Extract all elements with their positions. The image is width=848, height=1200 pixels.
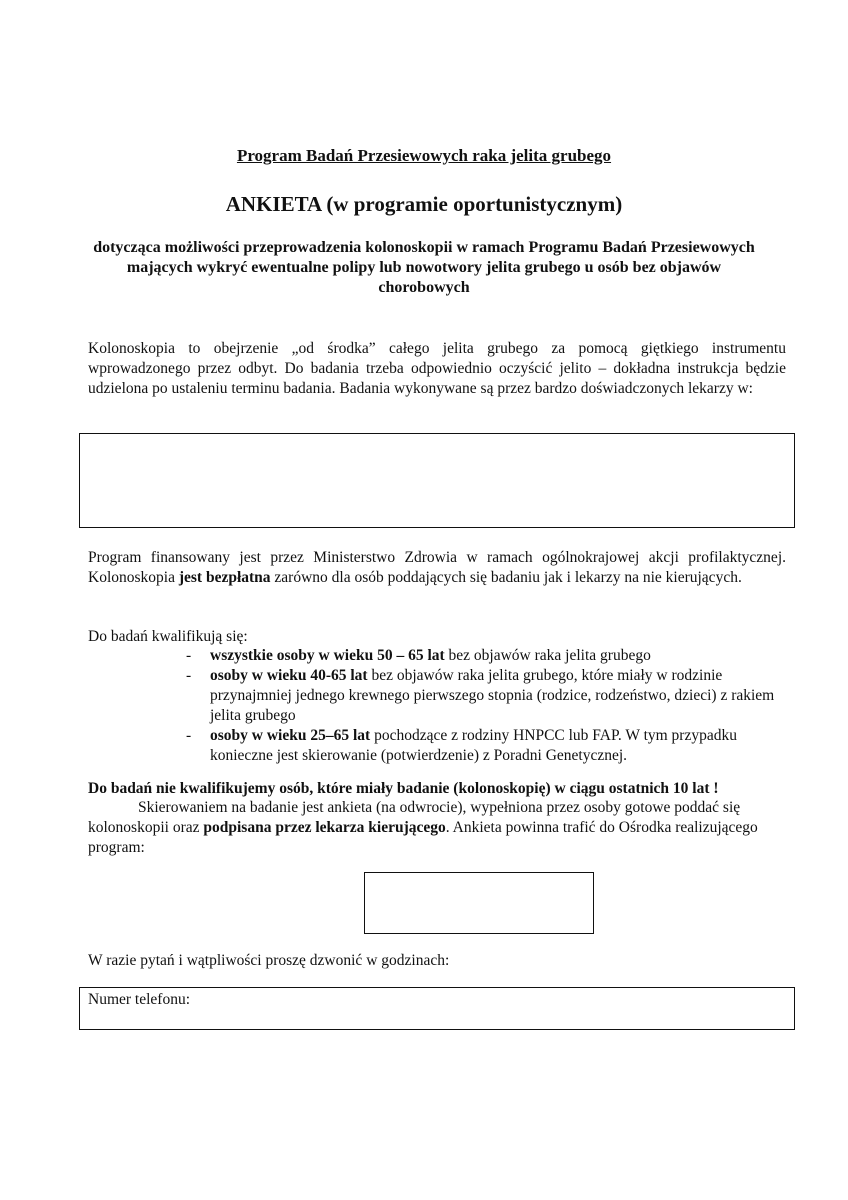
exclusion-notice: Do badań nie kwalifikujemy osób, które miały badanie (kolonoskopię) w ciągu ostatnich 10 lat ! bbox=[88, 780, 719, 797]
phone-box bbox=[79, 987, 795, 1030]
finance-paragraph bbox=[88, 548, 786, 588]
list-item-text: pochodzące z rodziny HNPCC lub FAP. W tym przypadku konieczne jest skierowanie (potwierdzenie) z Poradni Genetycznej. bbox=[210, 727, 737, 764]
list-item bbox=[186, 646, 786, 666]
list-item-text: bez objawów raka jelita grubego bbox=[444, 647, 651, 664]
qualification-list bbox=[186, 646, 786, 766]
survey-title: ANKIETA (w programie oportunistycznym) bbox=[225, 192, 623, 216]
referral-paragraph bbox=[88, 798, 786, 858]
list-item bbox=[186, 666, 786, 726]
survey-subtitle: dotycząca możliwości przeprowadzenia kolonoskopii w ramach Programu Badań Przesiewowych mających wykryć ewentualne polipy lub nowotwory jelita grubego u osób bez objawów chorobowych bbox=[93, 239, 755, 296]
list-dash: - bbox=[186, 667, 192, 684]
referral-text-2: . Ankieta powinna trafić do Ośrodka realizującego program: bbox=[88, 819, 758, 856]
finance-text-1: Program finansowany jest przez Ministerstwo Zdrowia w ramach ogólnokrajowej akcji profilaktycznej. Kolonoskopia bbox=[88, 549, 786, 586]
referral-signed-bold: podpisana przez lekarza kierującego bbox=[203, 819, 446, 836]
qualification-heading: Do badań kwalifikują się: bbox=[88, 628, 248, 645]
intro-paragraph: Kolonoskopia to obejrzenie „od środka” całego jelita grubego za pomocą giętkiego instrumentu wprowadzonego przez odbyt. Do badania trzeba odpowiednio oczyścić jelito – dokładna instrukcja będzie udzielona po ustaleniu terminu badania. Badania wykonywane są przez bardzo doświadczonych lekarzy w: bbox=[88, 340, 786, 397]
clinic-address-box bbox=[79, 433, 795, 528]
questions-paragraph: W razie pytań i wątpliwości proszę dzwonić w godzinach: bbox=[88, 952, 450, 969]
list-item bbox=[186, 726, 786, 766]
list-item-text: bez objawów raka jelita grubego, które miały w rodzinie przynajmniej jednego krewnego pierwszego stopnia (rodzice, rodzeństwo, dzieci) z rakiem jelita grubego bbox=[210, 667, 775, 724]
referral-text-1: Skierowaniem na badanie jest ankieta (na odwrocie), wypełniona przez osoby gotowe poddać się kolonoskopii oraz bbox=[88, 799, 741, 836]
center-stamp-box bbox=[364, 872, 594, 934]
list-item-bold: osoby w wieku 40-65 lat bbox=[210, 667, 368, 684]
program-title: Program Badań Przesiewowych raka jelita grubego bbox=[236, 146, 612, 165]
list-dash: - bbox=[186, 647, 192, 664]
list-item-bold: wszystkie osoby w wieku 50 – 65 lat bbox=[210, 647, 445, 664]
finance-free-bold: jest bezpłatna bbox=[178, 569, 271, 586]
list-item-bold: osoby w wieku 25–65 lat bbox=[210, 727, 371, 744]
list-dash: - bbox=[186, 727, 192, 744]
finance-text-2: zarówno dla osób poddających się badaniu jak i lekarzy na nie kierujących. bbox=[270, 569, 742, 586]
phone-label: Numer telefonu: bbox=[88, 991, 191, 1008]
